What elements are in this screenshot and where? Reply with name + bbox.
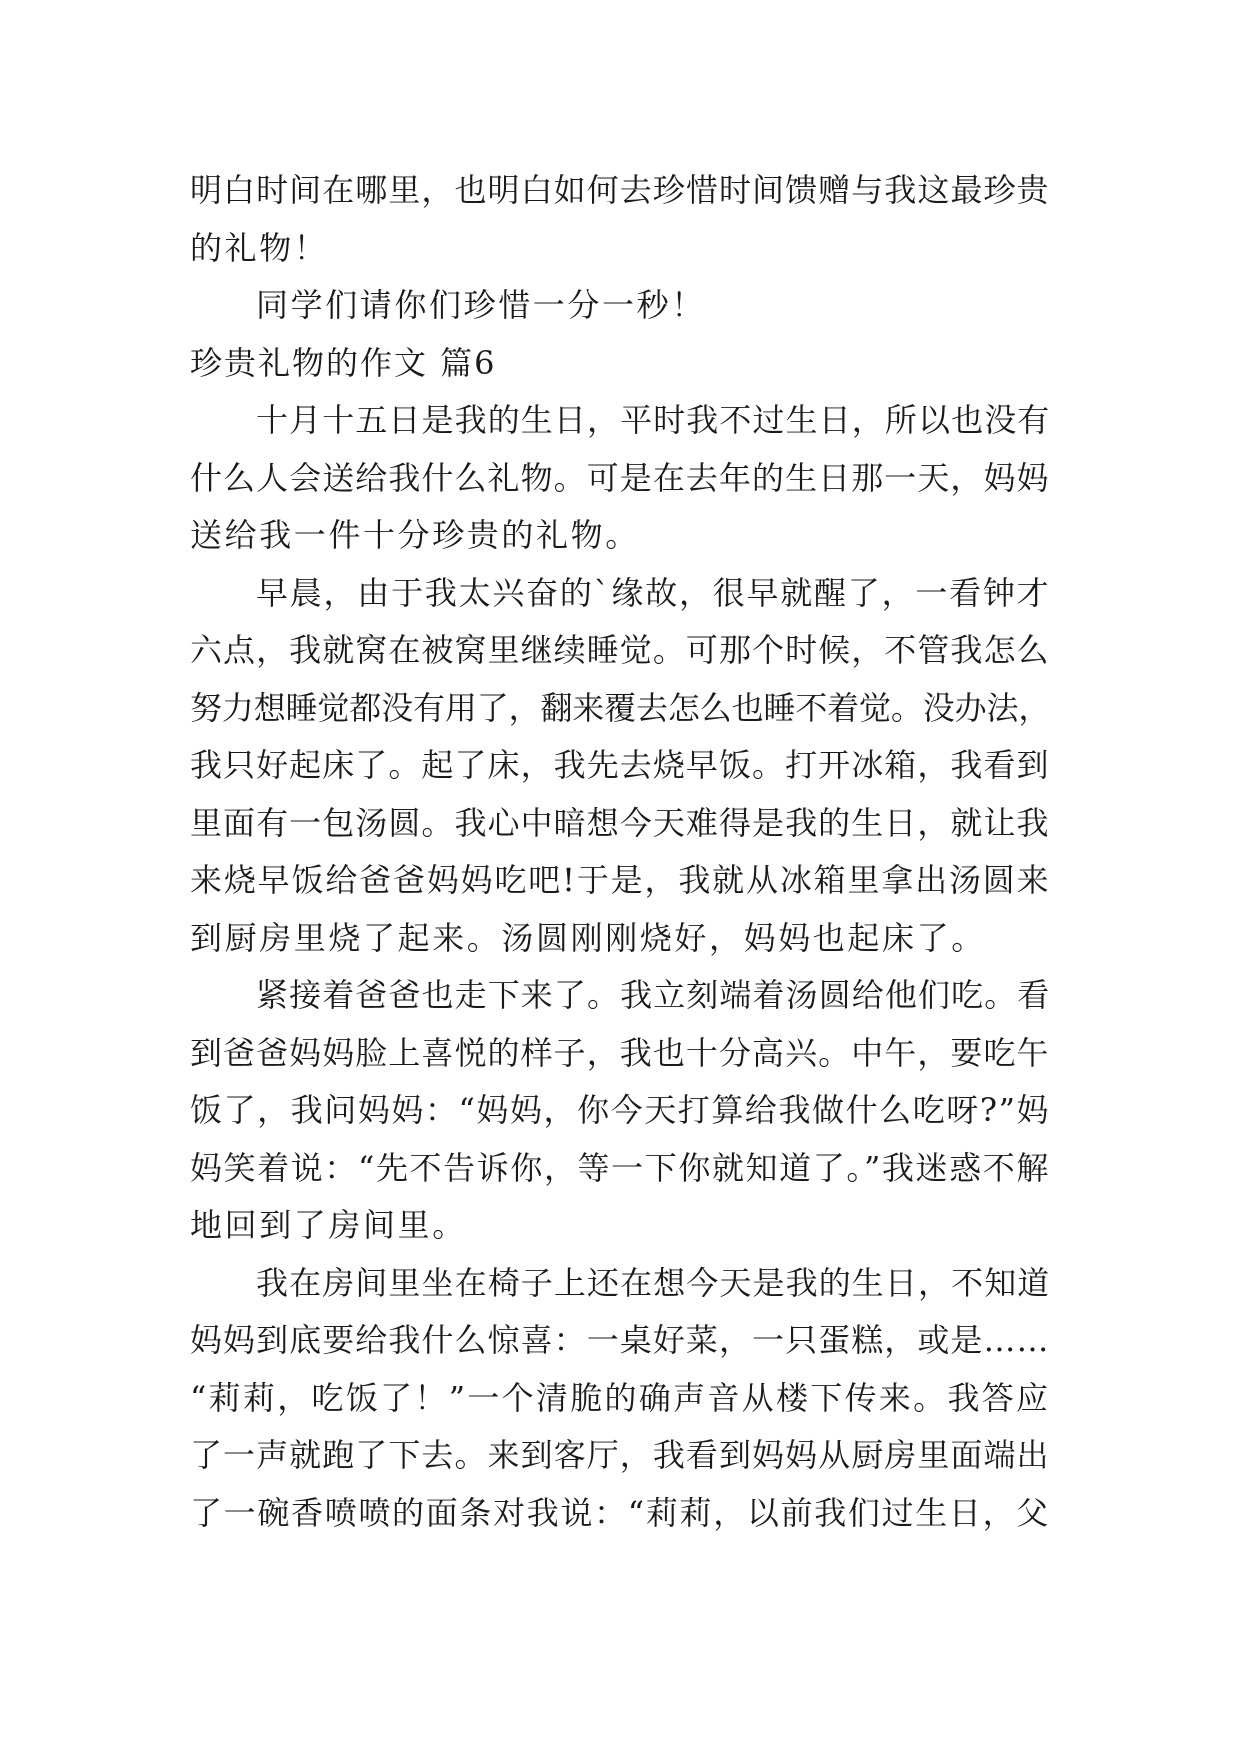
text-line: “莉莉，吃饭了！”一个清脆的确声音从楼下传来。我答应 — [190, 1378, 1051, 1417]
text-line: 地回到了房间里。 — [190, 1206, 467, 1244]
text-line: 妈笑着说：“先不告诉你，等一下你就知道了。”我迷惑不解 — [190, 1148, 1050, 1187]
text-line: 什么人会送给我什么礼物。可是在去年的生日那一天，妈妈 — [190, 458, 1050, 497]
text-line: 我在房间里坐在椅子上还在想今天是我的生日，不知道 — [256, 1263, 1051, 1302]
text-line: 明白时间在哪里，也明白如何去珍惜时间馈赠与我这最珍贵 — [190, 171, 1050, 209]
text-line: 了一碗香喷喷的面条对我说：“莉莉，以前我们过生日，父 — [190, 1493, 1050, 1532]
text-line: 十月十五日是我的生日，平时我不过生日，所以也没有 — [256, 401, 1051, 439]
text-line: 到厨房里烧了起来。汤圆刚刚烧好，妈妈也起床了。 — [190, 918, 986, 957]
text-line: 里面有一包汤圆。我心中暗想今天难得是我的生日，就让我 — [190, 803, 1050, 842]
text-line: 来烧早饭给爸爸妈妈吃吧!于是，我就从冰箱里拿出汤圆来 — [190, 861, 1051, 899]
text-line: 的礼物！ — [190, 228, 329, 267]
text-line: 努力想睡觉都没有用了，翻来覆去怎么也睡不着觉。没办法， — [190, 688, 1051, 727]
text-line: 妈妈到底要给我什么惊喜：一桌好菜，一只蛋糕，或是…… — [190, 1321, 1050, 1359]
text-line: 我只好起床了。起了床，我先去烧早饭。打开冰箱，我看到 — [190, 746, 1050, 784]
text-line: 六点，我就窝在被窝里继续睡觉。可那个时候，不管我怎么 — [190, 631, 1050, 669]
text-line: 早晨，由于我太兴奋的`缘故，很早就醒了，一看钟才 — [256, 573, 1051, 612]
text-line: 送给我一件十分珍贵的礼物。 — [190, 516, 640, 554]
text-line: 饭了，我问妈妈：“妈妈，你今天打算给我做什么吃呀?”妈 — [190, 1091, 1051, 1129]
text-line: 到爸爸妈妈脸上喜悦的样子，我也十分高兴。中午，要吃午 — [190, 1033, 1050, 1072]
section-heading: 珍贵礼物的作文 篇6 — [190, 343, 497, 382]
text-line: 同学们请你们珍惜一分一秒！ — [256, 286, 706, 324]
text-line: 紧接着爸爸也走下来了。我立刻端着汤圆给他们吃。看 — [256, 976, 1051, 1014]
document-body — [190, 162, 1050, 1542]
text-line: 了一声就跑了下去。来到客厅，我看到妈妈从厨房里面端出 — [190, 1436, 1050, 1474]
